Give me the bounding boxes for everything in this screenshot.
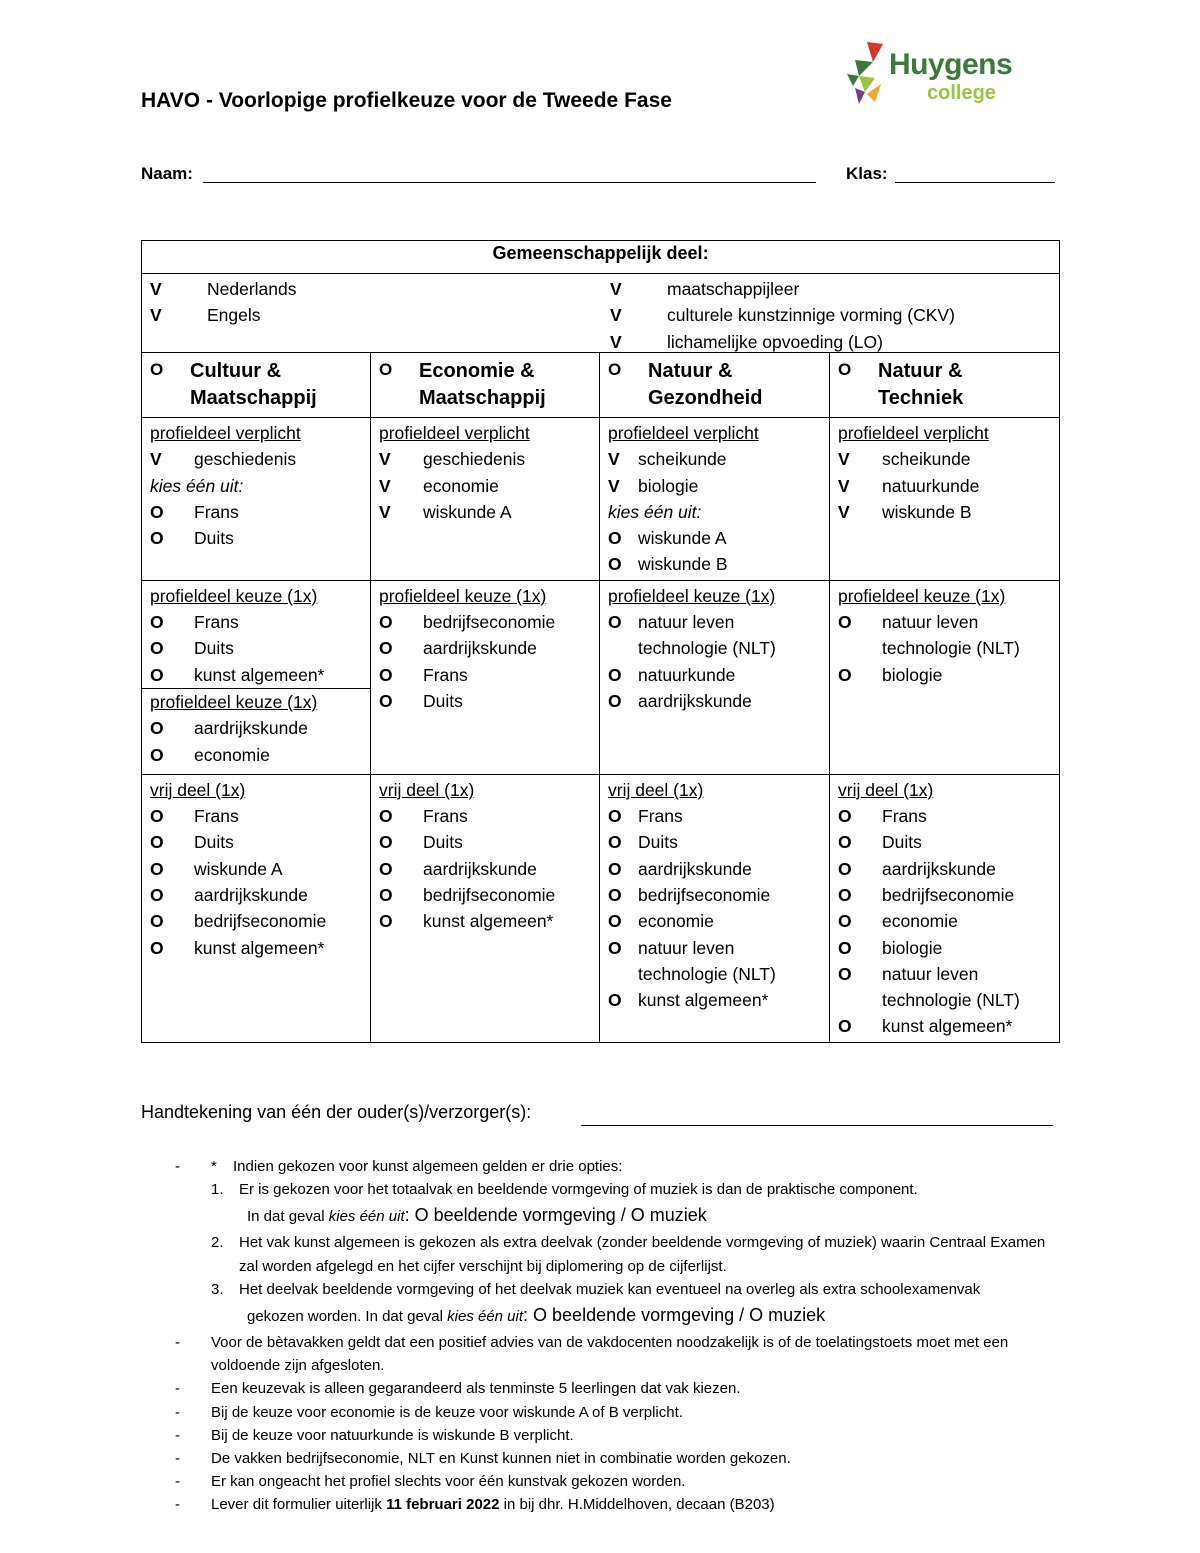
class-label: Klas: [846, 164, 888, 183]
profile-em[interactable]: O Economie & Maatschappij [371, 353, 600, 418]
choice-option[interactable]: O Duits [150, 638, 234, 659]
note-item: - Bij de keuze voor natuurkunde is wiskunde B verplicht. [175, 1426, 574, 1444]
note-item: - * Indien gekozen voor kunst algemeen gelden er drie opties: [175, 1158, 623, 1175]
ng-vrij: vrij deel (1x) O Frans O Duits O aardrijkskunde O bedrijfseconomie O economie O natuur leven technologie (NLT) O kunst algemeen* [600, 774, 830, 1042]
page-title: HAVO - Voorlopige profielkeuze voor de Tweede Fase [141, 89, 672, 112]
choice-option[interactable]: O bedrijfseconomie [150, 911, 327, 932]
note-item: - Er kan ongeacht het profiel slechts voor één kunstvak gekozen worden. [175, 1473, 686, 1491]
vrij-row [142, 774, 1060, 1042]
choice-option[interactable]: O bedrijfseconomie [838, 884, 1015, 905]
choice-option[interactable]: O natuur leven [838, 612, 979, 633]
choice-option[interactable]: O bedrijfseconomie [608, 884, 771, 905]
choice-option[interactable]: O aardrijkskunde [608, 858, 752, 879]
cm-keuze-2: profieldeel keuze (1x) O aardrijkskunde O economie [142, 688, 370, 768]
choice-option[interactable]: O Frans [150, 612, 239, 633]
choice-option[interactable]: O bedrijfseconomie [379, 884, 556, 905]
choice-option[interactable]: O kunst algemeen* [838, 1016, 1013, 1037]
choice-option[interactable]: O aardrijkskunde [379, 858, 537, 879]
profile-header-row [142, 353, 1060, 418]
common-part-header: Gemeenschappelijk deel: [142, 241, 1060, 274]
choice-option[interactable]: O aardrijkskunde [150, 884, 308, 905]
note-option-3-choice: gekozen worden. In dat geval kies één uit: O beeldende vormgeving / O muziek [247, 1305, 826, 1326]
cm-keuze: profieldeel keuze (1x) O Frans O Duits O kunst algemeen* profieldeel keuze (1x) O aardrijkskunde O economie [142, 580, 371, 774]
common-left-list [150, 276, 600, 329]
class-field[interactable] [895, 164, 1055, 183]
choice-option[interactable]: O wiskunde B [608, 554, 728, 575]
choice-option[interactable]: O natuur leven [608, 612, 735, 633]
choice-option[interactable]: O natuur leven [608, 937, 735, 958]
common-right-list [610, 276, 1050, 355]
common-subject: V lichamelijke opvoeding (LO) [610, 331, 883, 352]
choice-option[interactable]: O aardrijkskunde [379, 638, 537, 659]
note-item: - Bij de keuze voor economie is de keuze voor wiskunde A of B verplicht. [175, 1403, 683, 1421]
note-option-2: 2. Het vak kunst algemeen is gekozen als extra deelvak (zonder beeldende vormgeving of muziek) waarin Centraal Examen zal worden afgelegd en het cijfer verschijnt bij diplomering op de cijferlijst. [211, 1234, 1046, 1275]
name-field[interactable] [203, 164, 816, 183]
em-keuze: profieldeel keuze (1x) O bedrijfseconomie O aardrijkskunde O Frans O Duits [371, 580, 600, 774]
footnotes [141, 1155, 1061, 1517]
ng-keuze: profieldeel keuze (1x) O natuur leven technologie (NLT) O natuurkunde O aardrijkskunde [600, 580, 830, 774]
choice-option[interactable]: O biologie [838, 664, 943, 685]
choice-option[interactable]: O Duits [608, 832, 678, 853]
profile-table [141, 240, 1060, 1043]
ng-verplicht: profieldeel verplicht V scheikunde V biologie kies één uit: O wiskunde A O wiskunde B [600, 418, 830, 581]
nt-verplicht: profieldeel verplicht V scheikunde V natuurkunde V wiskunde B [830, 418, 1060, 581]
common-subject: V Nederlands [150, 279, 297, 299]
choice-option[interactable]: O Frans [150, 806, 239, 827]
note-option-1-choice: In dat geval kies één uit: O beeldende vormgeving / O muziek [247, 1205, 707, 1226]
verplicht-row [142, 418, 1060, 581]
choice-option[interactable]: O kunst algemeen* [608, 990, 769, 1011]
choice-option[interactable]: O Duits [150, 832, 234, 853]
choice-option[interactable]: O aardrijkskunde [150, 718, 308, 739]
choice-option[interactable]: O aardrijkskunde [838, 858, 996, 879]
nt-keuze: profieldeel keuze (1x) O natuur leven technologie (NLT) O biologie [830, 580, 1060, 774]
note-item: - Voor de bètavakken geldt dat een positief advies van de vakdocenten noodzakelijk is of de toelatingstoets moet met een voldoende zijn afgesloten. [175, 1334, 1009, 1375]
profile-cm[interactable]: O Cultuur & Maatschappij [142, 353, 371, 418]
choice-option[interactable]: O natuur leven [838, 963, 979, 984]
choice-option[interactable]: O wiskunde A [150, 858, 283, 879]
choice-option[interactable]: O economie [608, 911, 714, 932]
common-part-cell [142, 274, 1060, 353]
name-class-row [141, 164, 1057, 188]
note-option-1: 1. Er is gekozen voor het totaalvak en beeldende vormgeving of muziek is dan de praktische component. [211, 1181, 918, 1199]
common-subject: V Engels [150, 305, 261, 326]
logo-mark-icon [845, 40, 891, 108]
choice-option[interactable]: O kunst algemeen* [150, 664, 325, 685]
choice-option[interactable]: O natuurkunde [608, 664, 736, 685]
common-subject: V maatschappijleer [610, 279, 800, 299]
choice-option[interactable]: O wiskunde A [608, 528, 727, 549]
choice-option[interactable]: O Duits [379, 832, 463, 853]
choice-option[interactable]: O economie [838, 911, 958, 932]
choice-option[interactable]: O aardrijkskunde [608, 690, 752, 711]
cm-verplicht: profieldeel verplicht V geschiedenis kies één uit: O Frans O Duits [142, 418, 371, 581]
nt-vrij: vrij deel (1x) O Frans O Duits O aardrijkskunde O bedrijfseconomie O economie O biologie O natuur leven technologie (NLT) O kunst algemeen* [830, 774, 1060, 1042]
profile-ng[interactable]: O Natuur & Gezondheid [600, 353, 830, 418]
signature-field[interactable] [581, 1107, 1053, 1126]
note-item: - Een keuzevak is alleen gegarandeerd als tenminste 5 leerlingen dat vak kiezen. [175, 1380, 741, 1398]
logo-text-college: college [927, 82, 996, 104]
note-item-deadline: - Lever dit formulier uiterlijk 11 februari 2022 in bij dhr. H.Middelhoven, decaan (B203) [175, 1496, 775, 1514]
common-subject: V culturele kunstzinnige vorming (CKV) [610, 305, 955, 326]
name-label: Naam: [141, 164, 193, 183]
signature-label: Handtekening van één der ouder(s)/verzorger(s): [141, 1102, 532, 1122]
profile-nt[interactable]: O Natuur & Techniek [830, 353, 1060, 418]
em-vrij: vrij deel (1x) O Frans O Duits O aardrijkskunde O bedrijfseconomie O kunst algemeen* [371, 774, 600, 1042]
choice-option[interactable]: O Frans [379, 664, 468, 685]
choice-option[interactable]: O Frans [150, 501, 239, 522]
choice-option[interactable]: O kunst algemeen* [379, 911, 554, 932]
choice-option[interactable]: O Frans [379, 806, 468, 827]
choice-option[interactable]: O economie [150, 744, 270, 765]
choice-option[interactable]: O bedrijfseconomie [379, 612, 556, 633]
choice-option[interactable]: O Frans [838, 806, 927, 827]
choice-option[interactable]: O biologie [838, 937, 943, 958]
cm-vrij: vrij deel (1x) O Frans O Duits O wiskunde A O aardrijkskunde O bedrijfseconomie O kunst algemeen* [142, 774, 371, 1042]
logo-text-huygens: Huygens [889, 48, 1013, 81]
choice-option[interactable]: O kunst algemeen* [150, 937, 325, 958]
em-verplicht: profieldeel verplicht V geschiedenis V economie V wiskunde A [371, 418, 600, 581]
choice-option[interactable]: O Duits [838, 832, 922, 853]
choice-option[interactable]: O Duits [379, 690, 463, 711]
note-option-3: 3. Het deelvak beeldende vormgeving of het deelvak muziek kan eventueel na overleg als extra schoolexamenvak [211, 1280, 981, 1298]
choice-option[interactable]: O Duits [150, 528, 234, 549]
huygens-college-logo [845, 40, 1045, 110]
note-item: - De vakken bedrijfseconomie, NLT en Kunst kunnen niet in combinatie worden gekozen. [175, 1450, 791, 1468]
keuze-row [142, 580, 1060, 774]
choice-option[interactable]: O Frans [608, 806, 683, 827]
